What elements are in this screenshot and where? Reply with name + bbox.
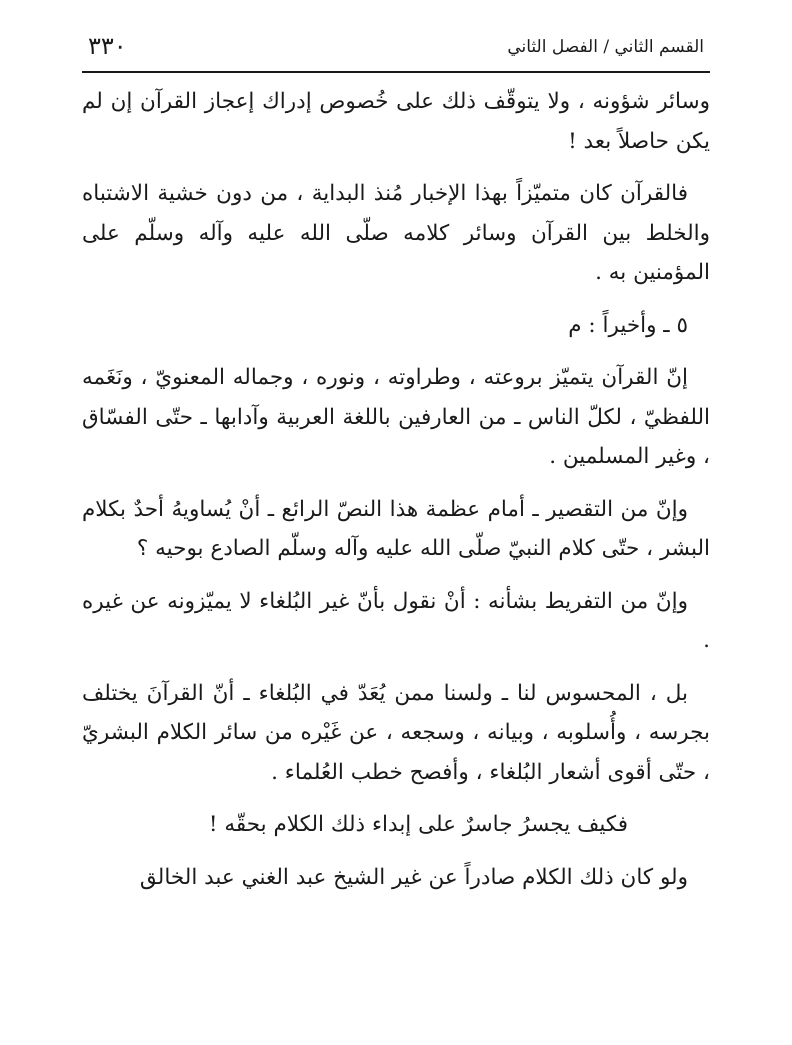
running-header	[82, 30, 710, 70]
paragraph: وإنّ من التقصير ـ أمام عظمة هذا النصّ الرائع ـ أنْ يُساويهُ أحدٌ بكلام البشر ، حتّى كلام النبيّ صلّى الله عليه وآله وسلّم الصادع بوحيه ؟	[82, 496, 710, 561]
paragraph: بل ، المحسوس لنا ـ ولسنا ممن يُعَدّ في البُلغاء ـ أنّ القرآنَ يختلف بجرسه ، وأُسلوبه ، وبيانه ، وسجعه ، عن غَيْره من سائر الكلام البشريّ ، حتّى أقوى أشعار البُلغاء ، وأفصح خطب العُلماء .	[82, 680, 710, 785]
page-number: ٣٣٠	[88, 32, 127, 60]
section-heading: ٥ ـ وأخيراً : م	[568, 312, 688, 338]
paragraph-last: ولو كان ذلك الكلام صادراً عن غير الشيخ عبد الغني عبد الخالق	[139, 864, 688, 890]
body-text	[82, 82, 710, 910]
paragraph: وإنّ من التفريط بشأنه : أنْ نقول بأنّ غير البُلغاء لا يميّزونه عن غيره .	[82, 588, 710, 653]
header-rule	[82, 71, 710, 73]
paragraph-continuation: وسائر شؤونه ، ولا يتوقّف ذلك على خُصوص إدراك إعجاز القرآن إن لم يكن حاصلاً بعد !	[82, 89, 710, 154]
paragraph: إنّ القرآن يتميّز بروعته ، وطراوته ، ونوره ، وجماله المعنويّ ، ونَغَمه اللفظيّ ، لكلّ الناس ـ من العارفين باللغة العربية وآدابها ـ حتّى الفسّاق ، وغير المسلمين .	[82, 365, 710, 469]
paragraph: فالقرآن كان متميّزاً بهذا الإخبار مُنذ البداية ، من دون خشية الاشتباه والخلط بين القرآن وسائر كلامه صلّى الله عليه وآله وسلّم على المؤمنين به .	[82, 181, 710, 285]
chapter-title: القسم الثاني / الفصل الثاني	[507, 37, 704, 57]
paragraph-exclamation: فكيف يجسرُ جاسرٌ على إبداء ذلك الكلام بحقّه !	[208, 812, 628, 837]
